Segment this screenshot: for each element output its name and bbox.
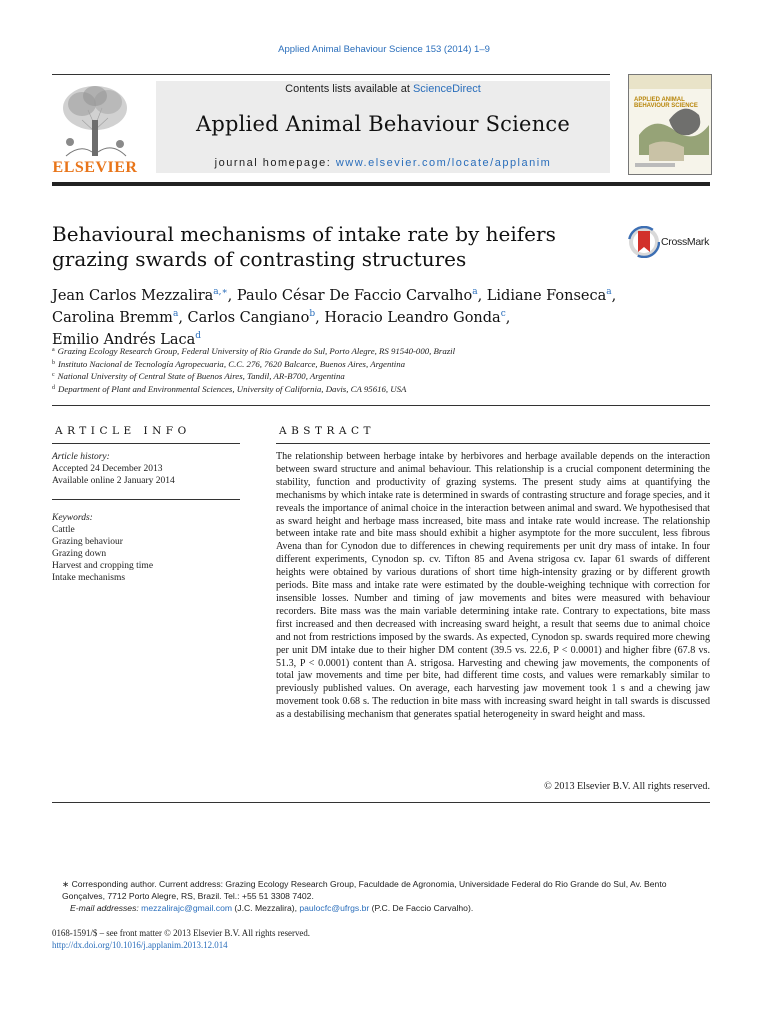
email-link-carvalho[interactable]: paulocfc@ufrgs.br <box>299 903 370 913</box>
crossmark-label: CrossMark <box>661 236 710 248</box>
cover-artwork-icon <box>629 75 711 174</box>
author-affiliation-link[interactable]: c <box>500 309 506 319</box>
affiliation-text: Instituto Nacional de Tecnología Agropecuaria, C.C. 276, 7620 Balcarce, Buenos Aires, Argentina <box>58 358 406 369</box>
author-separator: , <box>178 310 188 326</box>
author-name: Carolina Bremm <box>52 310 173 326</box>
abstract-bottom-rule <box>52 802 710 803</box>
header-rule <box>52 74 610 75</box>
section-rule <box>52 405 710 406</box>
author-separator: , <box>505 310 511 326</box>
email-line <box>52 902 710 914</box>
abstract-rule <box>276 443 710 444</box>
email-owner: (J.C. Mezzalira), <box>232 903 300 913</box>
keyword-item: Grazing down <box>52 549 107 559</box>
affiliation-item <box>52 370 712 383</box>
keyword-item: Intake mechanisms <box>52 573 126 583</box>
author-name: Horacio Leandro Gonda <box>324 310 501 326</box>
author-name: Emilio Andrés Laca <box>52 332 196 348</box>
doi-link[interactable]: http://dx.doi.org/10.1016/j.applanim.2013.12.014 <box>52 940 228 950</box>
article-title: Behavioural mechanisms of intake rate by heifers grazing swards of contrasting structures <box>52 222 556 271</box>
email-label: E-mail addresses: <box>70 903 142 913</box>
affiliation-list <box>52 345 712 395</box>
journal-masthead <box>156 81 610 173</box>
article-info-heading: ARTICLE INFO <box>55 425 191 437</box>
affiliation-key: a <box>52 347 55 353</box>
author-name: Lidiane Fonseca <box>486 288 607 304</box>
history-label: Article history: <box>52 452 110 462</box>
article-history <box>52 451 240 487</box>
contents-prefix: Contents lists available at <box>285 83 413 95</box>
author-separator: , <box>611 288 617 304</box>
corresponding-author-text: ∗ Corresponding author. Current address: Grazing Ecology Research Group, Faculdade de Agronomia, Universidade Federal do Rio Grande do Sul, Av. Bento Gonçalves, 7712 Porto Alegre, RS, Brazil. Tel.: +55 51 3308 7402. <box>62 879 667 901</box>
online-date: Available online 2 January 2014 <box>52 476 175 486</box>
affiliation-text: Grazing Ecology Research Group, Federal University of Rio Grande do Sul, Porto Alegre, RS 91540-000, Brazil <box>57 346 456 356</box>
affiliation-text: Department of Plant and Environmental Sciences, University of California, Davis, CA 95616, USA <box>58 383 407 394</box>
author-separator: , <box>227 288 237 304</box>
author-affiliation-link[interactable]: a,∗ <box>213 287 228 297</box>
author-list <box>52 283 652 349</box>
keyword-item: Grazing behaviour <box>52 537 123 547</box>
author-affiliation-link[interactable]: d <box>195 331 202 341</box>
sciencedirect-link[interactable]: ScienceDirect <box>412 83 481 95</box>
publisher-logo[interactable] <box>52 82 138 177</box>
affiliation-item <box>52 358 712 371</box>
affiliation-text: National University of Central State of Buenos Aires, Tandil, AR-B700, Argentina <box>57 371 345 381</box>
email-owner: (P.C. De Faccio Carvalho). <box>369 903 474 913</box>
accepted-date: Accepted 24 December 2013 <box>52 464 163 474</box>
front-matter <box>52 927 712 951</box>
header-thick-rule <box>52 182 710 186</box>
cover-title: APPLIED ANIMAL BEHAVIOUR SCIENCE <box>634 97 698 109</box>
affiliation-item <box>52 345 712 358</box>
author-affiliation-link[interactable]: a <box>172 309 179 319</box>
keyword-item: Harvest and cropping time <box>52 561 154 571</box>
author-affiliation-link[interactable]: a <box>606 287 612 297</box>
article-info-rule <box>52 443 240 444</box>
journal-reference-link[interactable]: Applied Animal Behaviour Science 153 (2014) 1–9 <box>278 44 490 55</box>
crossmark-icon <box>628 226 660 258</box>
affiliation-key: b <box>52 359 55 366</box>
author-affiliation-link[interactable]: a <box>472 287 478 297</box>
contents-line <box>156 83 610 95</box>
homepage-prefix: journal homepage: <box>214 157 336 169</box>
author-separator: , <box>315 310 325 326</box>
elsevier-tree-icon <box>52 82 138 158</box>
author-name: Jean Carlos Mezzalira <box>52 288 214 304</box>
corresponding-author-footnote <box>52 878 710 914</box>
copyright-notice: © 2013 Elsevier B.V. All rights reserved. <box>544 781 710 792</box>
crossmark-badge[interactable] <box>628 226 714 258</box>
author-name: Paulo César De Faccio Carvalho <box>236 288 473 304</box>
keywords-block <box>52 512 240 584</box>
keyword-item: Cattle <box>52 525 75 535</box>
affiliation-key: d <box>52 384 55 391</box>
author-name: Carlos Cangiano <box>187 310 310 326</box>
abstract-heading: ABSTRACT <box>279 425 376 437</box>
journal-homepage-link[interactable]: www.elsevier.com/locate/applanim <box>335 157 552 169</box>
email-link-mezzalira[interactable]: mezzalirajc@gmail.com <box>141 903 233 913</box>
issn-line: 0168-1591/$ – see front matter © 2013 Elsevier B.V. All rights reserved. <box>52 928 310 938</box>
journal-homepage-line <box>156 157 610 169</box>
journal-cover-image[interactable] <box>628 74 712 175</box>
journal-title: Applied Animal Behaviour Science <box>195 112 571 136</box>
author-affiliation-link[interactable]: b <box>309 309 316 319</box>
abstract-text: The relationship between herbage intake by herbivores and herbage available depends on the interaction between sward structure and animal behaviour. This relationship is a crucial component determining the stability, function and productivity of grazing systems. The present study aims at quantifying the mechanisms by which intake rate is determined in swards of contrasting structure and forage species, and it reveals the importance of animal choice in the interaction between animal and sward. We hypothesised that as sward height and herbage mass increased, bite mass and intake rate would increase. The relationship between intake rate and bite mass should exhibit a higher asymptote for the more succulent, less fibrous Avena than for Cynodon due to differences in chewing requirements per unit dry mass of intake. In four different experiments, Cynodon sp. cv. Tifton 85 and Avena strigosa cv. Iapar 61 swards of different heights were obtained by various durations of short time high-intensity grazing or by different growth periods. Bite mass and intake rate were estimated by the double-weighing technique with correction for insensible losses. Number and timing of jaw movements and bites were measured with behaviour recorders. Bite mass was the main variable determining intake rate. Contrary to expectations, bite mass first increased and then decreased with increasing sward height, a result that seems due to animal choice and not from restrictions imposed by the swards. As expected, Cynodon sp. swards required more chewing per unit DM intake due to their higher DM content (39.5 vs. 22.6, P < 0.0001) and higher fibre (67.8 vs. 51.3, P < 0.0001) content than A. strigosa. Harvesting and chewing jaw movements, the components of total jaw movements and time per bite, had different time costs, and values were remarkably similar to previously published values. On average, each harvesting jaw movement took 1 s and a chewing jaw movement took 0.68 s. The reduction in bite mass with increasing sward height in tall swards is discussed as a destabilising mechanism that generates spatial heterogeneity in sward height and mass. <box>276 451 710 721</box>
keywords-label: Keywords: <box>52 513 93 523</box>
article-info-divider <box>52 499 240 500</box>
publisher-name: ELSEVIER <box>52 159 138 176</box>
author-separator: , <box>477 288 487 304</box>
affiliation-key: c <box>52 372 55 378</box>
affiliation-item <box>52 383 712 396</box>
